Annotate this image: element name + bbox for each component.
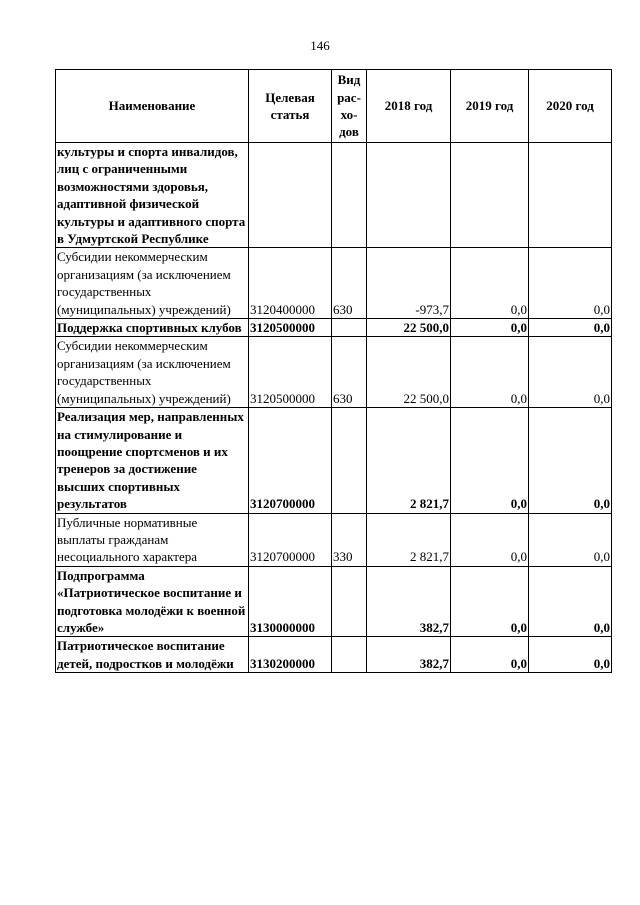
- header-name: Наименование: [56, 70, 249, 143]
- header-kind: Вид рас-хо-дов: [332, 70, 367, 143]
- cell-2018: -973,7: [367, 248, 451, 319]
- cell-expense-kind: [332, 319, 367, 337]
- cell-2019: 0,0: [451, 408, 529, 513]
- cell-2018: [367, 143, 451, 248]
- cell-2018: 2 821,7: [367, 513, 451, 566]
- cell-2020: 0,0: [529, 337, 612, 408]
- cell-2018: 22 500,0: [367, 337, 451, 408]
- cell-2020: 0,0: [529, 408, 612, 513]
- cell-2020: 0,0: [529, 513, 612, 566]
- header-2019: 2019 год: [451, 70, 529, 143]
- cell-expense-kind: 330: [332, 513, 367, 566]
- cell-2020: 0,0: [529, 566, 612, 637]
- cell-expense-kind: [332, 566, 367, 637]
- cell-target-code: 3120700000: [249, 513, 332, 566]
- cell-expense-kind: [332, 637, 367, 673]
- cell-target-code: 3120500000: [249, 337, 332, 408]
- cell-target-code: 3120400000: [249, 248, 332, 319]
- cell-2019: 0,0: [451, 248, 529, 319]
- cell-2019: 0,0: [451, 566, 529, 637]
- header-target: Целевая статья: [249, 70, 332, 143]
- cell-2019: 0,0: [451, 637, 529, 673]
- table-row: [56, 337, 612, 408]
- cell-2018: 382,7: [367, 566, 451, 637]
- cell-2019: 0,0: [451, 319, 529, 337]
- table-row: [56, 637, 612, 673]
- cell-expense-kind: [332, 143, 367, 248]
- cell-name: Реализация мер, направленных на стимулирование и поощрение спортсменов и их тренеров за достижение высших спортивных результатов: [56, 408, 249, 513]
- cell-2019: 0,0: [451, 337, 529, 408]
- cell-name: Публичные нормативные выплаты гражданам несоциального характера: [56, 513, 249, 566]
- table-row: [56, 513, 612, 566]
- table-row: [56, 566, 612, 637]
- cell-name: Подпрограмма «Патриотическое воспитание и подготовка молодёжи к военной службе»: [56, 566, 249, 637]
- cell-target-code: 3120500000: [249, 319, 332, 337]
- cell-2018: 22 500,0: [367, 319, 451, 337]
- cell-2018: 382,7: [367, 637, 451, 673]
- cell-expense-kind: [332, 408, 367, 513]
- table-row: [56, 248, 612, 319]
- header-2018: 2018 год: [367, 70, 451, 143]
- cell-target-code: 3130000000: [249, 566, 332, 637]
- cell-2018: 2 821,7: [367, 408, 451, 513]
- table-row: [56, 408, 612, 513]
- cell-2020: [529, 143, 612, 248]
- budget-table: [55, 69, 612, 673]
- cell-name: культуры и спорта инвалидов, лиц с ограниченными возможностями здоровья, адаптивной физической культуры и адаптивного спорта в Удмуртской Республике: [56, 143, 249, 248]
- cell-expense-kind: 630: [332, 248, 367, 319]
- cell-target-code: 3130200000: [249, 637, 332, 673]
- table-row: [56, 143, 612, 248]
- cell-name: Субсидии некоммерческим организациям (за исключением государственных (муниципальных) учреждений): [56, 337, 249, 408]
- cell-2020: 0,0: [529, 248, 612, 319]
- table-body: [56, 143, 612, 673]
- cell-name: Поддержка спортивных клубов: [56, 319, 249, 337]
- cell-2019: [451, 143, 529, 248]
- table-header-row: [56, 70, 612, 143]
- cell-2019: 0,0: [451, 513, 529, 566]
- cell-2020: 0,0: [529, 637, 612, 673]
- cell-name: Патриотическое воспитание детей, подростков и молодёжи: [56, 637, 249, 673]
- page-number: 146: [310, 38, 330, 53]
- table-row: [56, 319, 612, 337]
- cell-name: Субсидии некоммерческим организациям (за исключением государственных (муниципальных) учреждений): [56, 248, 249, 319]
- cell-2020: 0,0: [529, 319, 612, 337]
- cell-target-code: 3120700000: [249, 408, 332, 513]
- cell-expense-kind: 630: [332, 337, 367, 408]
- cell-target-code: [249, 143, 332, 248]
- header-2020: 2020 год: [529, 70, 612, 143]
